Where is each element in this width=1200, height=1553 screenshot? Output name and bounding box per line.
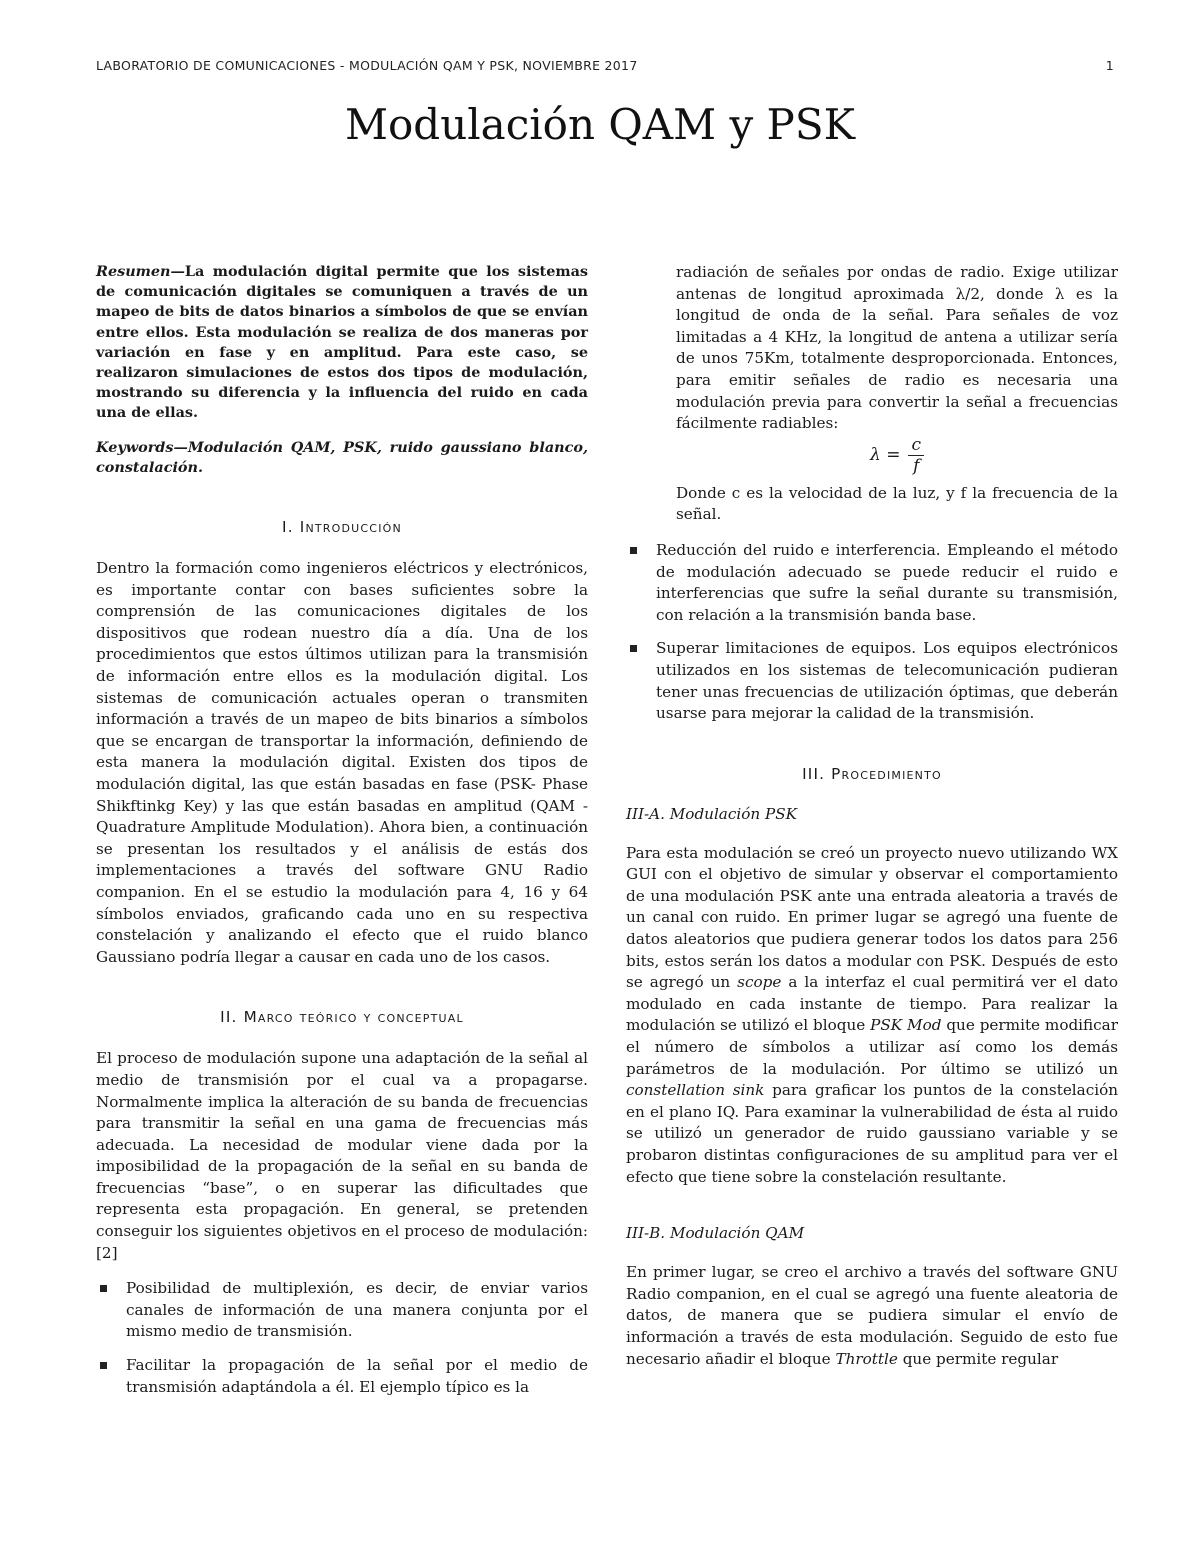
qam-paragraph: [626, 1262, 1118, 1370]
bullet-icon: [100, 1285, 107, 1292]
list-item: [626, 540, 1118, 626]
equation-fraction: [908, 435, 924, 476]
abstract: [96, 262, 588, 424]
bullet-continuation: radiación de señales por ondas de radio. Exige utilizar antenas de longitud aproximada λ/2, donde λ es la longitud de onda de la señal. Para señales de voz limitadas a 4 KHz, la longitud de antena a utilizar sería de unos 75Km, totalmente desproporcionada. Entonces, para emitir señales de radio es necesaria una modulación previa para convertir la señal a frecuencias fácilmente radiables:: [676, 263, 1118, 433]
marco-paragraph: El proceso de modulación supone una adaptación de la señal al medio de transmisión por el cual va a propagarse. Normalmente implica la alteración de su banda de frecuencias para transmitir la señal en una gama de frecuencias más adecuada. La necesidad de modular viene dada por la imposibilidad de la propagación de la señal en su banda de frecuencias “base”, o en superar las dificultades que representa esta propagación. En general, se pretenden conseguir los siguientes objetivos en el proceso de modulación:[2]: [96, 1049, 588, 1262]
page-number: 1: [1105, 58, 1114, 73]
bullet-icon: [630, 547, 637, 554]
keywords-label: Keywords—: [96, 438, 188, 456]
right-column: [626, 262, 1118, 1370]
psk-text-4: para graficar los puntos de la constelación en el plano IQ. Para examinar la vulnerabilidad de ésta al ruido se utilizó un generador de ruido gaussiano variable y se probaron distintas configuraciones de su amplitud para ver el efecto que tiene sobre la constelación resultante.: [626, 1081, 1119, 1186]
psk-paragraph: [626, 843, 1118, 1189]
list-item-text: Reducción del ruido e interferencia. Empleando el método de modulación adecuado se puede reducir el ruido e interferencias que sufre la señal durante su transmisión, con relación a la transmisión banda base.: [656, 540, 1118, 624]
abstract-text: La modulación digital permite que los sistemas de comunicación digitales se comuniquen a través de un mapeo de bits de datos binarios a símbolos de que se envían entre ellos. Esta modulación se realiza de dos maneras por variación en fase y en amplitud. Para este caso, se realizaron simulaciones de estos dos tipos de modulación, mostrando su diferencia y la influencia del ruido en cada una de ellas.: [96, 263, 588, 422]
list-item-text: Superar limitaciones de equipos. Los equipos electrónicos utilizados en los sistemas de telecomunicación pudieran tener unas frecuencias de utilización óptimas, que deberán usarse para mejorar la calidad de la transmisión.: [656, 639, 1118, 723]
objectives-list-left: [96, 1278, 588, 1398]
objectives-list-right: [626, 540, 1118, 725]
qam-text-2: que permite regular: [902, 1349, 1059, 1368]
equation-numerator: c: [908, 435, 924, 456]
equation-lhs: λ =: [870, 445, 901, 466]
intro-paragraph: Dentro la formación como ingenieros eléctricos y electrónicos, es importante contar con bases suficientes sobre la comprensión de las comunicaciones digitales de los dispositivos que rodean nuestro día a día. Una de los procedimientos que estos últimos utilizan para la transmisión de información entre ellos es la modulación digital. Los sistemas de comunicación actuales operan o transmiten información a través de un mapeo de bits binarios a símbolos que se encargan de transportar la información, definiendo de esta manera la modulación digital. Existen dos tipos de modulación digital, las que están basadas en fase (PSK- Phase Shikftinkg Key) y las que están basadas en amplitud (QAM - Quadrature Amplitude Modulation). Ahora bien, a continuación se presentan los resultados y el análisis de estás dos implementaciones a través del software GNU Radio companion. En el se estudio la modulación para 4, 16 y 64 símbolos enviados, graficando cada uno en su respectiva constelación y analizando el efecto que el ruido blanco Gaussiano podría llegar a causar en cada uno de los casos.: [96, 559, 588, 966]
keywords-text: Modulación QAM, PSK, ruido gaussiano blanco, constalación.: [96, 438, 588, 476]
qam-term-throttle: Throttle: [835, 1349, 898, 1368]
bullet-icon: [100, 1362, 107, 1369]
equation-explanation: Donde c es la velocidad de la luz, y f la frecuencia de la señal.: [676, 483, 1118, 524]
paper-title: Modulación QAM y PSK: [345, 100, 855, 149]
subsection-heading-qam: III-B. Modulación QAM: [626, 1224, 805, 1243]
equation-denominator: f: [913, 455, 920, 476]
section-heading-procedimiento: III. Procedimiento: [802, 764, 942, 783]
section-heading-intro: I. Introducción: [282, 518, 402, 537]
list-item: [96, 1278, 588, 1343]
psk-text-2: a la interfaz el cual permitirá ver el dato modulado en cada instante de tiempo. Para realizar la modulación se utilizó el bloque: [626, 973, 1119, 1035]
list-item-text: Facilitar la propagación de la señal por el medio de transmisión adaptándola a él. El ejemplo típico es la: [126, 1356, 588, 1396]
abstract-label: Resumen—: [96, 263, 185, 280]
bullet-icon: [630, 645, 637, 652]
running-title: LABORATORIO DE COMUNICACIONES - MODULACIÓN QAM Y PSK, NOVIEMBRE 2017: [96, 58, 638, 73]
section-heading-marco: II. Marco teórico y conceptual: [220, 1008, 464, 1027]
psk-term-scope: scope: [737, 973, 782, 992]
list-item: [96, 1355, 588, 1398]
keywords: [96, 438, 588, 478]
left-column: [96, 262, 588, 1410]
psk-text-1: Para esta modulación se creó un proyecto nuevo utilizando WX GUI con el objetivo de simular y observar el comportamiento de una modulación PSK ante una entrada aleatoria a través de un canal con ruido. En primer lugar se agregó una fuente de datos aleatorios que pudiera generar todos los datos para 256 bits, estos serán los datos a modular con PSK. Después de esto se agregó un: [626, 843, 1118, 992]
list-item: [626, 638, 1118, 724]
list-item-text: Posibilidad de multiplexión, es decir, de enviar varios canales de información de una manera conjunta por el mismo medio de transmisión.: [126, 1279, 588, 1341]
psk-text-3: que permite modificar el número de símbolos a utilizar así como los demás parámetros de la modulación. Por último se utilizó un: [626, 1016, 1118, 1078]
running-header: [96, 58, 1114, 73]
psk-term-sink: constellation sink: [626, 1081, 765, 1100]
wavelength-equation: [626, 435, 1118, 481]
qam-text-1: En primer lugar, se creo el archivo a través del software GNU Radio companion, en el cual se agregó una fuente aleatoria de datos, de manera que se pudiera simular el envío de información a través de esta modulación. Seguido de esto fue necesario añadir el bloque: [626, 1263, 1118, 1368]
subsection-heading-psk: III-A. Modulación PSK: [626, 804, 797, 823]
psk-term-mod: PSK Mod: [870, 1016, 942, 1035]
